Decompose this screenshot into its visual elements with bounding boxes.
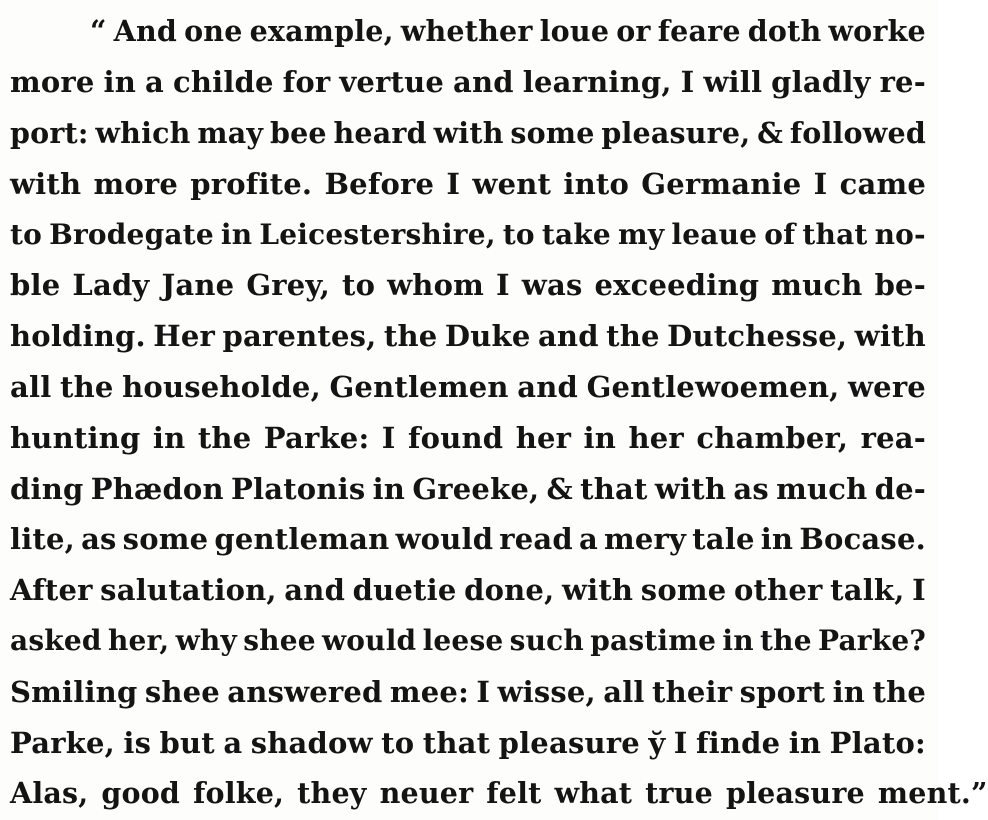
word: asked [10, 624, 102, 658]
word: Brodegate [49, 218, 214, 252]
word: shee [144, 674, 220, 709]
word: Parke, [10, 725, 115, 760]
word: went [472, 166, 552, 201]
text-line [10, 565, 926, 616]
word: “ [90, 14, 107, 49]
word: as [733, 471, 769, 506]
word: and [453, 65, 514, 100]
word: that [802, 218, 868, 252]
word: mee: [389, 674, 469, 709]
text-line [10, 412, 926, 463]
word: why [175, 624, 237, 658]
word: be- [874, 268, 926, 303]
word: of [764, 218, 796, 252]
word: answered [227, 674, 383, 709]
word: de- [874, 471, 926, 506]
word: no- [874, 218, 926, 252]
word: Gentlemen [329, 369, 509, 404]
word: port: [10, 115, 89, 150]
word: what [554, 776, 633, 811]
word: take [541, 218, 611, 252]
word: whether [400, 14, 533, 49]
word: their [652, 674, 733, 709]
text-line [10, 514, 926, 565]
word: Gentlewoemen, [586, 369, 840, 404]
word: Germanie [641, 166, 802, 201]
word: ment.” [877, 776, 988, 811]
word: the [606, 319, 660, 354]
word: exceeding [594, 268, 760, 303]
word: as [81, 522, 117, 557]
word: in [722, 624, 754, 658]
word: doth [747, 14, 822, 49]
word: tale [692, 522, 755, 557]
word: Smiling [10, 674, 138, 709]
word: Parke? [817, 624, 926, 658]
word: lite, [10, 522, 75, 557]
word: in [583, 420, 617, 455]
word: the [60, 369, 114, 404]
word: leaue [671, 218, 758, 252]
word: that [580, 471, 648, 506]
word: one [184, 14, 243, 49]
word: shadow [250, 725, 373, 760]
word: which [95, 115, 191, 150]
word: whom [387, 268, 485, 303]
word: more [10, 65, 95, 100]
word: her, [107, 624, 170, 658]
word: vertue [339, 65, 445, 100]
word: I [912, 573, 926, 608]
word: loue [539, 14, 610, 49]
word: shee [243, 624, 316, 658]
word: other [733, 573, 823, 608]
text-line [10, 717, 926, 768]
word: in [832, 674, 866, 709]
word: all [603, 674, 645, 709]
word: in [152, 420, 186, 455]
word: finde [695, 725, 781, 760]
word: Greeke, [412, 471, 540, 506]
word: gladly [771, 65, 871, 100]
word: householde, [122, 369, 321, 404]
word: more [93, 166, 179, 201]
word: in [103, 65, 137, 100]
word: would [321, 624, 417, 658]
word: I [680, 65, 695, 100]
word: all [10, 369, 52, 404]
word: ding [10, 471, 84, 506]
word: may [197, 115, 264, 150]
word: her [628, 420, 684, 455]
word: After [10, 573, 93, 608]
word: in [760, 522, 794, 557]
text-line [10, 666, 926, 717]
word: such [509, 624, 584, 658]
word: read [499, 522, 573, 557]
word: the [383, 319, 438, 354]
word: true [645, 776, 714, 811]
word: Platonis [230, 471, 366, 506]
word: with [854, 319, 926, 354]
word: the [872, 674, 926, 709]
text-line [10, 209, 926, 260]
word: in [372, 471, 406, 506]
word: re- [879, 65, 926, 100]
word: is [123, 725, 152, 760]
word: some [640, 573, 727, 608]
quotation-text [10, 6, 988, 819]
word: Her [153, 319, 215, 354]
text-line [10, 6, 926, 57]
text-line [10, 362, 926, 413]
word: worke [828, 14, 926, 49]
word: good [101, 776, 181, 811]
word: Bocase. [799, 522, 926, 557]
word: into [563, 166, 629, 201]
word: for [282, 65, 331, 100]
word: felt [486, 776, 542, 811]
text-line [10, 108, 926, 159]
word: much [771, 268, 863, 303]
word: ble [10, 268, 61, 303]
word: was [521, 268, 583, 303]
word: found [407, 420, 504, 455]
word: Lady [72, 268, 150, 303]
text-line [10, 260, 926, 311]
word: I [496, 268, 510, 303]
word: with [561, 573, 634, 608]
word: done, [464, 573, 555, 608]
word: Jane [161, 268, 235, 303]
word: childe [172, 65, 274, 100]
word: gentleman [214, 522, 390, 557]
word: I [813, 166, 828, 201]
word: in [220, 218, 253, 252]
word: salutation, [100, 573, 277, 608]
text-line [10, 311, 926, 362]
word: pleasure [498, 725, 640, 760]
word: a [578, 522, 598, 557]
word: Parke: [263, 420, 370, 455]
word: the [197, 420, 252, 455]
word: her [515, 420, 572, 455]
word: y̆ [648, 725, 666, 760]
word: I [381, 420, 396, 455]
word: much [776, 471, 868, 506]
word: or [616, 14, 651, 49]
word: sport [739, 674, 826, 709]
word: followed [789, 115, 926, 150]
word: wisse, [497, 674, 596, 709]
word: a [223, 725, 243, 760]
word: with [10, 166, 82, 201]
word: to [381, 725, 415, 760]
word: with [654, 471, 727, 506]
word: duetie [352, 573, 457, 608]
word: hunting [10, 420, 141, 455]
text-line [10, 463, 926, 514]
word: will [703, 65, 763, 100]
word: I [446, 166, 461, 201]
word: my [618, 218, 665, 252]
word: I [476, 674, 491, 709]
word: with [433, 115, 504, 150]
word: they [297, 776, 367, 811]
word: were [848, 369, 926, 404]
word: learning, [522, 65, 672, 100]
word: bee [269, 115, 327, 150]
word: and [284, 573, 346, 608]
word: and [537, 319, 599, 354]
word: the [760, 624, 812, 658]
word: And [113, 14, 178, 49]
word: I [673, 725, 688, 760]
word: Before [324, 166, 435, 201]
word: Duke [444, 319, 531, 354]
word: Plato: [829, 725, 926, 760]
word: a [145, 65, 165, 100]
text-line [10, 768, 988, 819]
word: folke, [193, 776, 285, 811]
word: Leicestershire, [259, 218, 496, 252]
word: leese [422, 624, 504, 658]
word: in [788, 725, 822, 760]
word: holding. [10, 319, 146, 354]
word: heard [333, 115, 427, 150]
word: to [502, 218, 535, 252]
text-line [10, 616, 926, 667]
word: that [422, 725, 491, 760]
word: pastime [590, 624, 717, 658]
word: would [395, 522, 494, 557]
text-line [10, 57, 926, 108]
word: feare [657, 14, 741, 49]
word: & [757, 115, 784, 150]
word: Alas, [10, 776, 89, 811]
word: talk, [830, 573, 905, 608]
word: to [10, 218, 43, 252]
text-line [10, 158, 926, 209]
word: example, [249, 14, 394, 49]
word: parentes, [222, 319, 377, 354]
word: chamber, [696, 420, 849, 455]
word: but [159, 725, 215, 760]
word: and [517, 369, 578, 404]
word: pleasure, [601, 115, 751, 150]
word: rea- [860, 420, 926, 455]
word: profite. [190, 166, 313, 201]
word: neuer [379, 776, 474, 811]
word: some [510, 115, 595, 150]
word: Phædon [90, 471, 224, 506]
word: Grey, [246, 268, 330, 303]
word: mery [604, 522, 687, 557]
word: some [122, 522, 209, 557]
word: pleasure [726, 776, 865, 811]
word: & [546, 471, 573, 506]
word: came [839, 166, 926, 201]
word: Dutchesse, [667, 319, 848, 354]
word: to [342, 268, 376, 303]
